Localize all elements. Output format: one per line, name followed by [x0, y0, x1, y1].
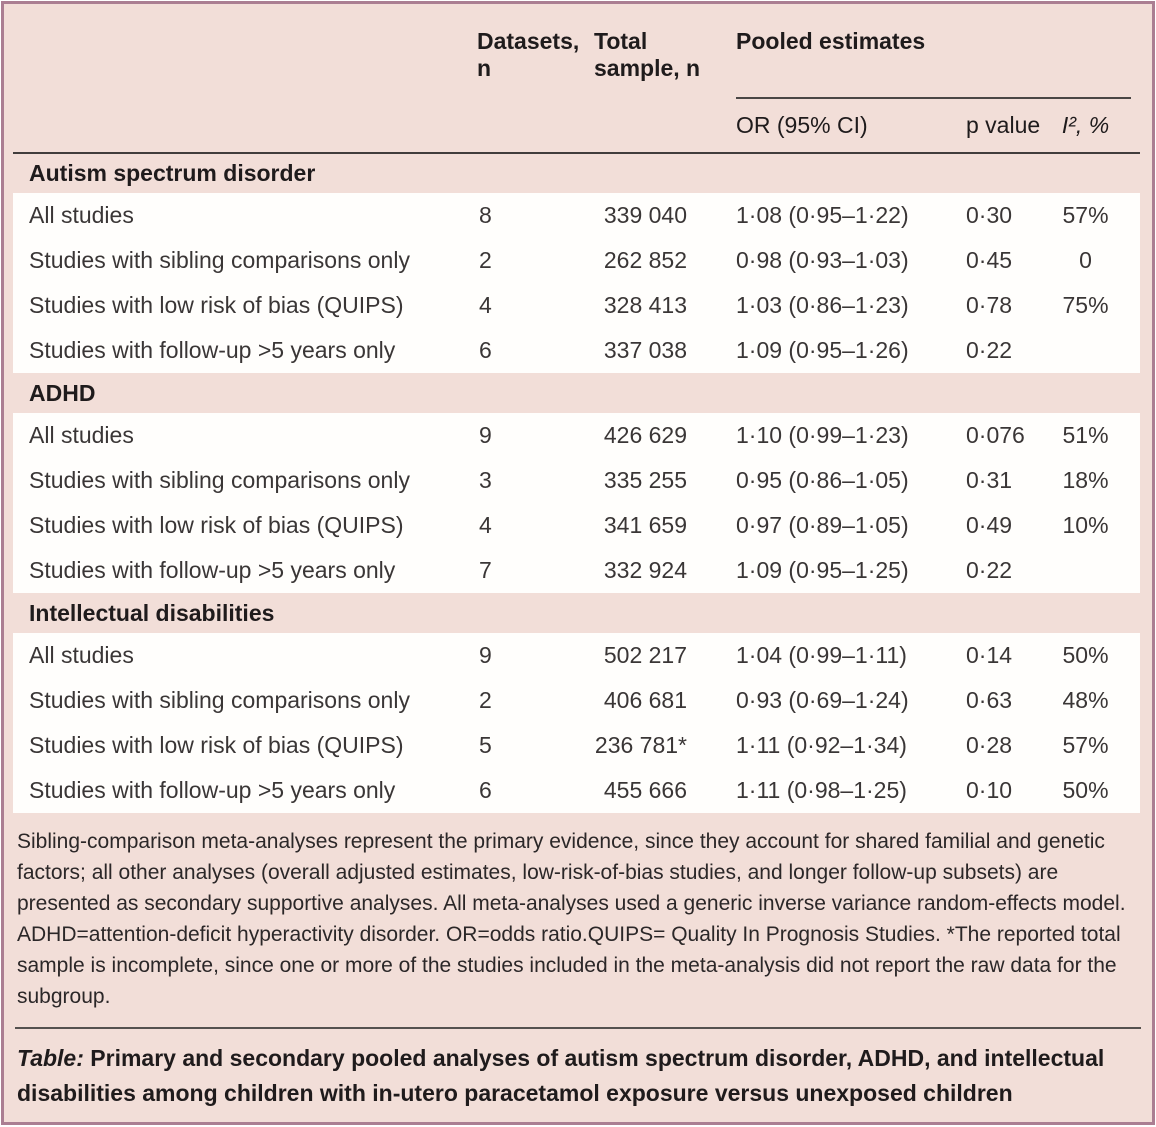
total-sample-column-header: Total sample, n	[577, 4, 722, 153]
or-ci-column-header: OR (95% CI)	[722, 99, 952, 153]
total-sample-value: 341 659	[577, 503, 722, 548]
p-value-column-header: p value	[952, 99, 1049, 153]
total-sample-value: 455 666	[577, 768, 722, 813]
row-label: All studies	[13, 413, 463, 458]
journal-table-panel	[1, 1, 1155, 1125]
section-header-adhd	[13, 373, 1140, 413]
i-squared-value: 50%	[1049, 768, 1140, 813]
p-value: 0·30	[952, 193, 1049, 238]
p-value: 0·10	[952, 768, 1049, 813]
p-value: 0·31	[952, 458, 1049, 503]
i-squared-value: 57%	[1049, 193, 1140, 238]
p-value: 0·22	[952, 328, 1049, 373]
table-footnote: Sibling-comparison meta-analyses represent the primary evidence, since they account for shared familial and genetic factors; all other analyses (overall adjusted estimates, low-risk-of-bias studies, and longer follow-up subsets) are presented as secondary supportive analyses. All meta-analyses used a generic inverse variance random-effects model. ADHD=attention-deficit hyperactivity disorder. OR=odds ratio.QUIPS= Quality In Prognosis Studies. *The reported total sample is incomplete, since one or more of the studies included in the meta-analysis did not report the raw data for the subgroup.	[17, 830, 1126, 1008]
datasets-value: 4	[463, 503, 577, 548]
section-title: Autism spectrum disorder	[29, 160, 316, 186]
pooled-analyses-table	[13, 4, 1140, 813]
total-sample-value: 406 681	[577, 678, 722, 723]
row-label: Studies with low risk of bias (QUIPS)	[13, 723, 463, 768]
row-label-column-header	[13, 4, 463, 153]
section-title: ADHD	[29, 379, 96, 406]
table-row	[13, 238, 1140, 283]
p-value: 0·28	[952, 723, 1049, 768]
datasets-value: 9	[463, 633, 577, 678]
row-label: All studies	[13, 633, 463, 678]
or-ci-value: 1·08 (0·95–1·22)	[722, 193, 952, 238]
row-label: Studies with sibling comparisons only	[13, 458, 463, 503]
row-label: All studies	[13, 193, 463, 238]
i-squared-value	[1049, 548, 1140, 593]
i-squared-value: 50%	[1049, 633, 1140, 678]
datasets-value: 5	[463, 723, 577, 768]
caption-divider	[15, 1027, 1141, 1029]
p-value: 0·22	[952, 548, 1049, 593]
row-label: Studies with sibling comparisons only	[13, 678, 463, 723]
section-header-intellectual-disabilities	[13, 593, 1140, 633]
datasets-value: 9	[463, 413, 577, 458]
i-squared-value	[1049, 328, 1140, 373]
or-ci-value: 0·95 (0·86–1·05)	[722, 458, 952, 503]
section-title: Intellectual disabilities	[29, 599, 275, 626]
total-sample-value: 339 040	[577, 193, 722, 238]
or-ci-value: 1·09 (0·95–1·25)	[722, 548, 952, 593]
p-value: 0·14	[952, 633, 1049, 678]
row-label: Studies with low risk of bias (QUIPS)	[13, 503, 463, 548]
datasets-value: 3	[463, 458, 577, 503]
row-label: Studies with follow-up >5 years only	[13, 328, 463, 373]
or-ci-value: 1·03 (0·86–1·23)	[722, 283, 952, 328]
p-value: 0·076	[952, 413, 1049, 458]
table-row	[13, 458, 1140, 503]
section-header-asd	[13, 153, 1140, 193]
i-squared-value: 51%	[1049, 413, 1140, 458]
total-sample-value: 335 255	[577, 458, 722, 503]
p-value: 0·78	[952, 283, 1049, 328]
or-ci-value: 0·93 (0·69–1·24)	[722, 678, 952, 723]
i-squared-column-header: I², %	[1049, 99, 1140, 153]
table-caption-text: Primary and secondary pooled analyses of autism spectrum disorder, ADHD, and intellectual disabilities among children with in-utero paracetamol exposure versus unexposed children	[17, 1045, 1105, 1106]
datasets-value: 4	[463, 283, 577, 328]
i-squared-value: 75%	[1049, 283, 1140, 328]
i-squared-value: 18%	[1049, 458, 1140, 503]
or-ci-value: 1·09 (0·95–1·26)	[722, 328, 952, 373]
p-value: 0·63	[952, 678, 1049, 723]
or-ci-value: 1·11 (0·92–1·34)	[722, 723, 952, 768]
datasets-value: 6	[463, 328, 577, 373]
table-row	[13, 678, 1140, 723]
row-label: Studies with follow-up >5 years only	[13, 768, 463, 813]
i-squared-value: 48%	[1049, 678, 1140, 723]
total-sample-value: 426 629	[577, 413, 722, 458]
total-sample-value: 502 217	[577, 633, 722, 678]
table-header	[13, 4, 1140, 153]
table-row	[13, 768, 1140, 813]
datasets-value: 6	[463, 768, 577, 813]
table-row	[13, 283, 1140, 328]
total-sample-value: 328 413	[577, 283, 722, 328]
p-value: 0·49	[952, 503, 1049, 548]
i-squared-value: 57%	[1049, 723, 1140, 768]
table-row	[13, 548, 1140, 593]
row-label: Studies with sibling comparisons only	[13, 238, 463, 283]
table-row	[13, 193, 1140, 238]
table-row	[13, 723, 1140, 768]
datasets-value: 8	[463, 193, 577, 238]
total-sample-value: 337 038	[577, 328, 722, 373]
table-row	[13, 328, 1140, 373]
table-row	[13, 633, 1140, 678]
table-row	[13, 413, 1140, 458]
or-ci-value: 1·04 (0·99–1·11)	[722, 633, 952, 678]
i-squared-value: 0	[1049, 238, 1140, 283]
total-sample-value: 236 781*	[577, 723, 722, 768]
total-sample-value: 262 852	[577, 238, 722, 283]
total-sample-value: 332 924	[577, 548, 722, 593]
datasets-value: 2	[463, 238, 577, 283]
or-ci-value: 1·10 (0·99–1·23)	[722, 413, 952, 458]
datasets-value: 7	[463, 548, 577, 593]
pooled-estimates-label: Pooled estimates	[736, 28, 926, 54]
i-squared-value: 10%	[1049, 503, 1140, 548]
table-caption-label: Table:	[17, 1045, 84, 1071]
or-ci-value: 0·98 (0·93–1·03)	[722, 238, 952, 283]
row-label: Studies with follow-up >5 years only	[13, 548, 463, 593]
row-label: Studies with low risk of bias (QUIPS)	[13, 283, 463, 328]
datasets-column-header: Datasets, n	[463, 4, 577, 153]
datasets-value: 2	[463, 678, 577, 723]
or-ci-value: 1·11 (0·98–1·25)	[722, 768, 952, 813]
p-value: 0·45	[952, 238, 1049, 283]
pooled-estimates-group-header	[722, 4, 1140, 99]
or-ci-value: 0·97 (0·89–1·05)	[722, 503, 952, 548]
table-row	[13, 503, 1140, 548]
table-caption	[13, 1041, 1143, 1111]
